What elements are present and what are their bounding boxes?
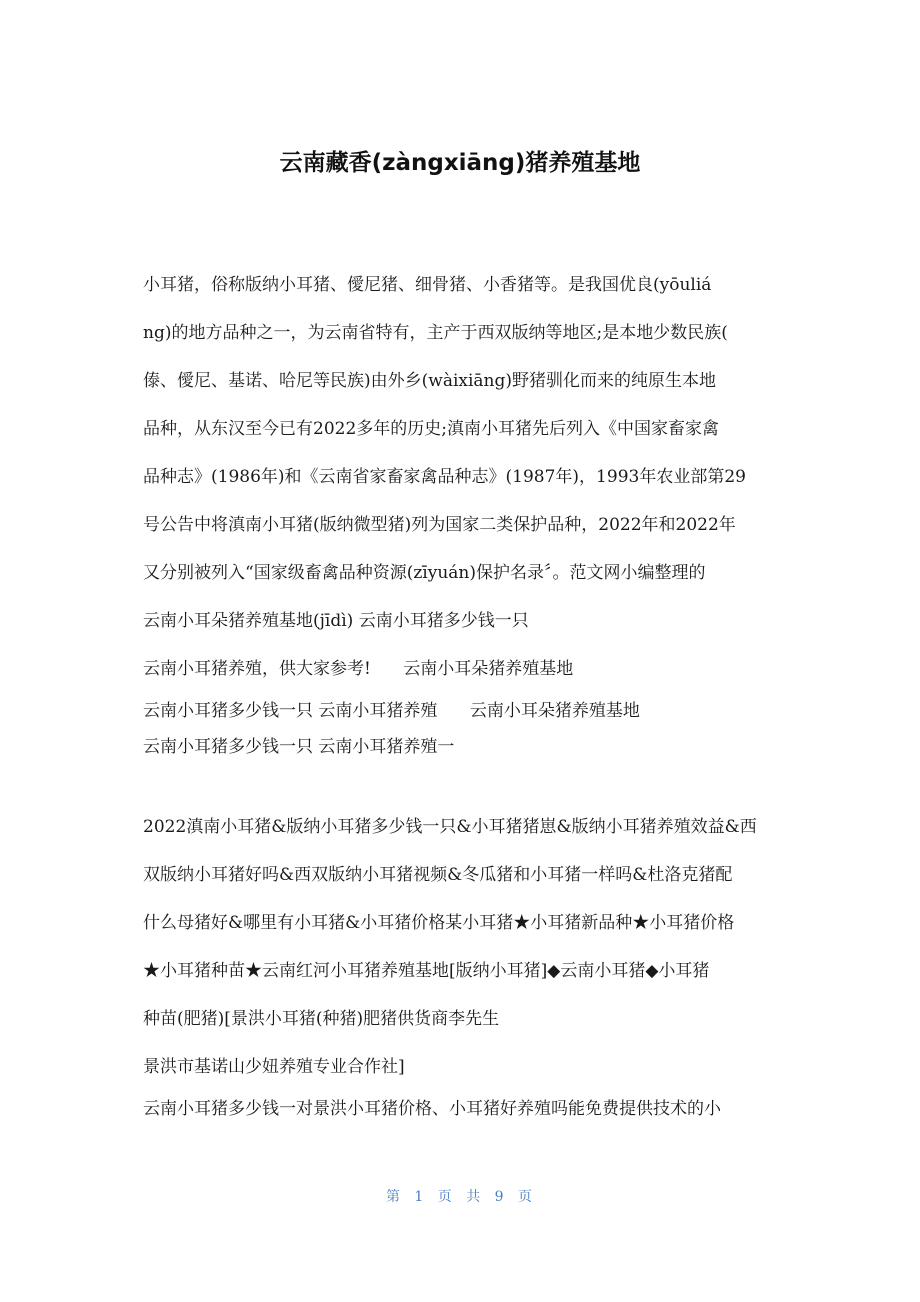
text-line: ★小耳猪种苗★云南红河小耳猪养殖基地[版纳小耳猪]◆云南小耳猪◆小耳猪 — [143, 961, 710, 981]
text-line: 什么母猪好&哪里有小耳猪&小耳猪价格某小耳猪★小耳猪新品种★小耳猪价格 — [143, 913, 735, 933]
page-number-footer: 第 1 页 共 9 页 — [385, 1189, 535, 1205]
text-line: 号公告中将滇南小耳猪(版纳微型猪)列为国家二类保护品种，2022年和2022年 — [143, 515, 736, 535]
page-title: 云南藏香(zàngxiāng)猪养殖基地 — [279, 150, 641, 176]
text-line: ng)的地方品种之一，为云南省特有，主产于西双版纳等地区;是本地少数民族( — [143, 323, 728, 343]
text-line: 又分别被列入“国家级畜禽品种资源(zīyuán)保护名录〞。范文网小编整理的 — [143, 563, 706, 583]
text-line: 品种，从东汉至今已有2022多年的历史;滇南小耳猪先后列入《中国家畜家禽 — [143, 419, 719, 439]
text-line: 云南小耳猪多少钱一只 云南小耳猪养殖 云南小耳朵猪养殖基地 — [143, 701, 640, 721]
text-line: 种苗(肥猪)[景洪小耳猪(种猪)肥猪供货商李先生 — [143, 1009, 500, 1029]
text-line: 品种志》(1986年)和《云南省家畜家禽品种志》(1987年)，1993年农业部第29 — [143, 467, 746, 487]
text-line: 云南小耳猪养殖，供大家参考! 云南小耳朵猪养殖基地 — [143, 659, 574, 679]
text-line: 小耳猪，俗称版纳小耳猪、僾尼猪、细骨猪、小香猪等。是我国优良(yōuliá — [143, 275, 712, 295]
text-line: 2022滇南小耳猪&版纳小耳猪多少钱一只&小耳猪猪崽&版纳小耳猪养殖效益&西 — [143, 817, 757, 837]
text-line: 双版纳小耳猪好吗&西双版纳小耳猪视频&冬瓜猪和小耳猪一样吗&杜洛克猪配 — [143, 865, 733, 885]
text-line: 云南小耳猪多少钱一只 云南小耳猪养殖一 — [143, 737, 455, 757]
text-line: 云南小耳朵猪养殖基地(jīdì) 云南小耳猪多少钱一只 — [143, 611, 529, 631]
text-line: 云南小耳猪多少钱一对景洪小耳猪价格、小耳猪好养殖吗能免费提供技术的小 — [143, 1099, 721, 1119]
text-line: 傣、僾尼、基诺、哈尼等民族)由外乡(wàixiāng)野猪驯化而来的纯原生本地 — [143, 371, 717, 391]
text-line: 景洪市基诺山少妞养殖专业合作社] — [143, 1057, 405, 1077]
